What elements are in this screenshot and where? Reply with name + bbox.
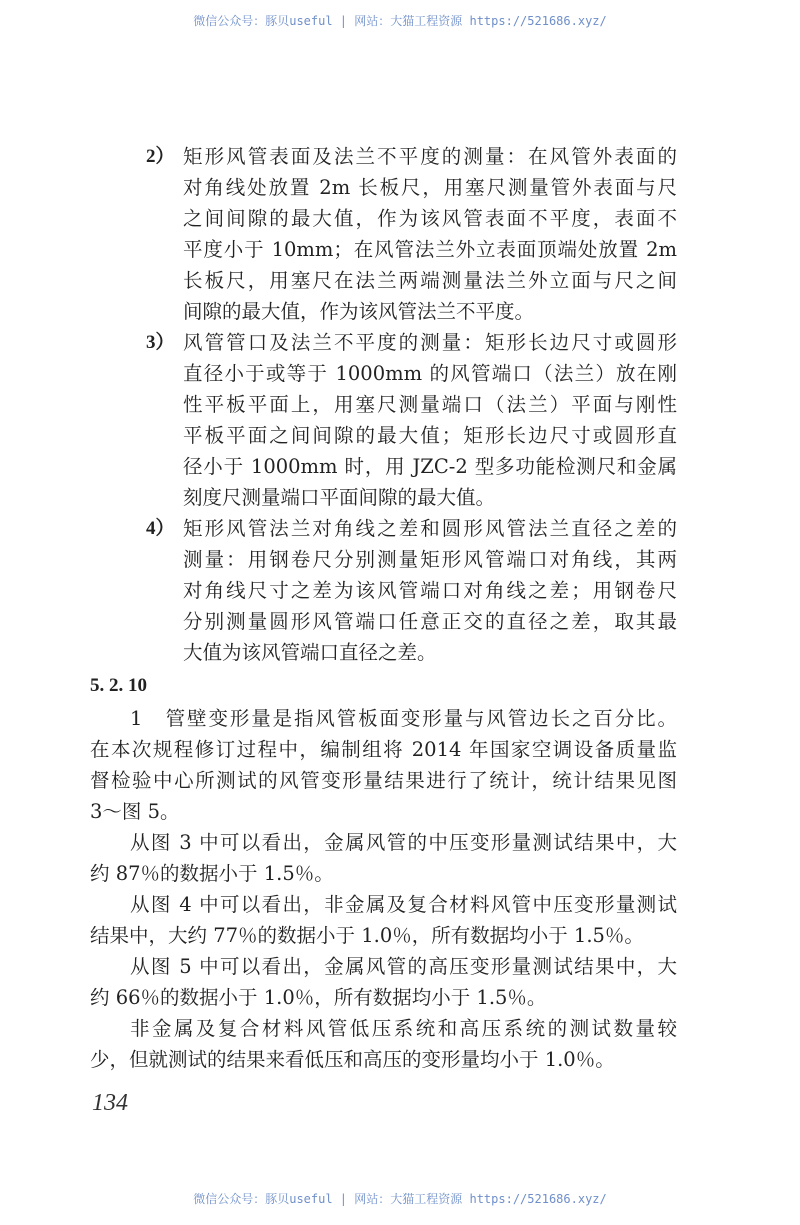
item-number: 4） [146, 518, 175, 539]
item-text-line: 直径小于或等于 1000mm 的风管端口（法兰）放在刚 [183, 362, 677, 385]
item-number: 2） [146, 146, 175, 167]
item-text-line: 径小于 1000mm 时，用 JZC-2 型多功能检测尺和金属 [183, 455, 677, 478]
paragraph-line: 从图 4 中可以看出，非金属及复合材料风管中压变形量测试 [130, 893, 677, 916]
item-text-line: 矩形风管表面及法兰不平度的测量：在风管外表面的 [183, 145, 677, 168]
item-text-line: 平度小于 10mm；在风管法兰外立表面顶端处放置 2m [183, 238, 677, 261]
item-text-line: 对角线处放置 2m 长板尺，用塞尺测量管外表面与尺 [183, 176, 677, 199]
item-text-line: 平板平面之间间隙的最大值；矩形长边尺寸或圆形直 [183, 424, 677, 447]
item-text-line: 刻度尺测量端口平面间隙的最大值。 [183, 486, 496, 509]
paragraph-line: 督检验中心所测试的风管变形量结果进行了统计，统计结果见图 [90, 769, 677, 792]
page-number: 134 [92, 1090, 128, 1116]
paragraph-line: 约 66％的数据小于 1.0％，所有数据均小于 1.5％。 [90, 986, 547, 1009]
watermark-bottom: 微信公众号：豚贝useful | 网站：大猫工程资源 https://521686.xyz/ [193, 1192, 607, 1206]
item-text-line: 风管管口及法兰不平度的测量：矩形长边尺寸或圆形 [183, 331, 677, 354]
paragraph-line: 3～图 5。 [90, 800, 180, 823]
item-text-line: 性平板平面上，用塞尺测量端口（法兰）平面与刚性 [183, 393, 677, 416]
item-text-line: 对角线尺寸之差为该风管端口对角线之差；用钢卷尺 [183, 579, 677, 602]
item-text-line: 长板尺，用塞尺在法兰两端测量法兰外立面与尺之间 [183, 269, 677, 292]
item-text-line: 间隙的最大值，作为该风管法兰不平度。 [183, 300, 535, 323]
item-number: 3） [146, 332, 175, 353]
paragraph-line: 从图 5 中可以看出，金属风管的高压变形量测试结果中，大 [130, 955, 677, 978]
section-heading: 5. 2. 10 [90, 675, 147, 696]
paragraph-line: 少，但就测试的结果来看低压和高压的变形量均小于 1.0％。 [90, 1048, 615, 1071]
item-text-line: 分别测量圆形风管端口任意正交的直径之差，取其最 [183, 610, 677, 633]
item-text-line: 测量：用钢卷尺分别测量矩形风管端口对角线，其两 [183, 548, 677, 571]
item-text-line: 矩形风管法兰对角线之差和圆形风管法兰直径之差的 [183, 517, 677, 540]
paragraph-line: 在本次规程修订过程中，编制组将 2014 年国家空调设备质量监 [90, 738, 677, 761]
item-text-line: 之间间隙的最大值，作为该风管表面不平度，表面不 [183, 207, 677, 230]
paragraph-line: 约 87％的数据小于 1.5％。 [90, 862, 334, 885]
paragraph-line: 非金属及复合材料风管低压系统和高压系统的测试数量较 [130, 1017, 677, 1040]
paragraph-line: 1 管壁变形量是指风管板面变形量与风管边长之百分比。 [130, 707, 677, 730]
paragraph-line: 从图 3 中可以看出，金属风管的中压变形量测试结果中，大 [130, 831, 677, 854]
watermark-top: 微信公众号：豚贝useful | 网站：大猫工程资源 https://521686.xyz/ [193, 14, 607, 28]
paragraph-line: 结果中，大约 77％的数据小于 1.0％，所有数据均小于 1.5％。 [90, 924, 644, 947]
item-text-line: 大值为该风管端口直径之差。 [183, 641, 437, 664]
